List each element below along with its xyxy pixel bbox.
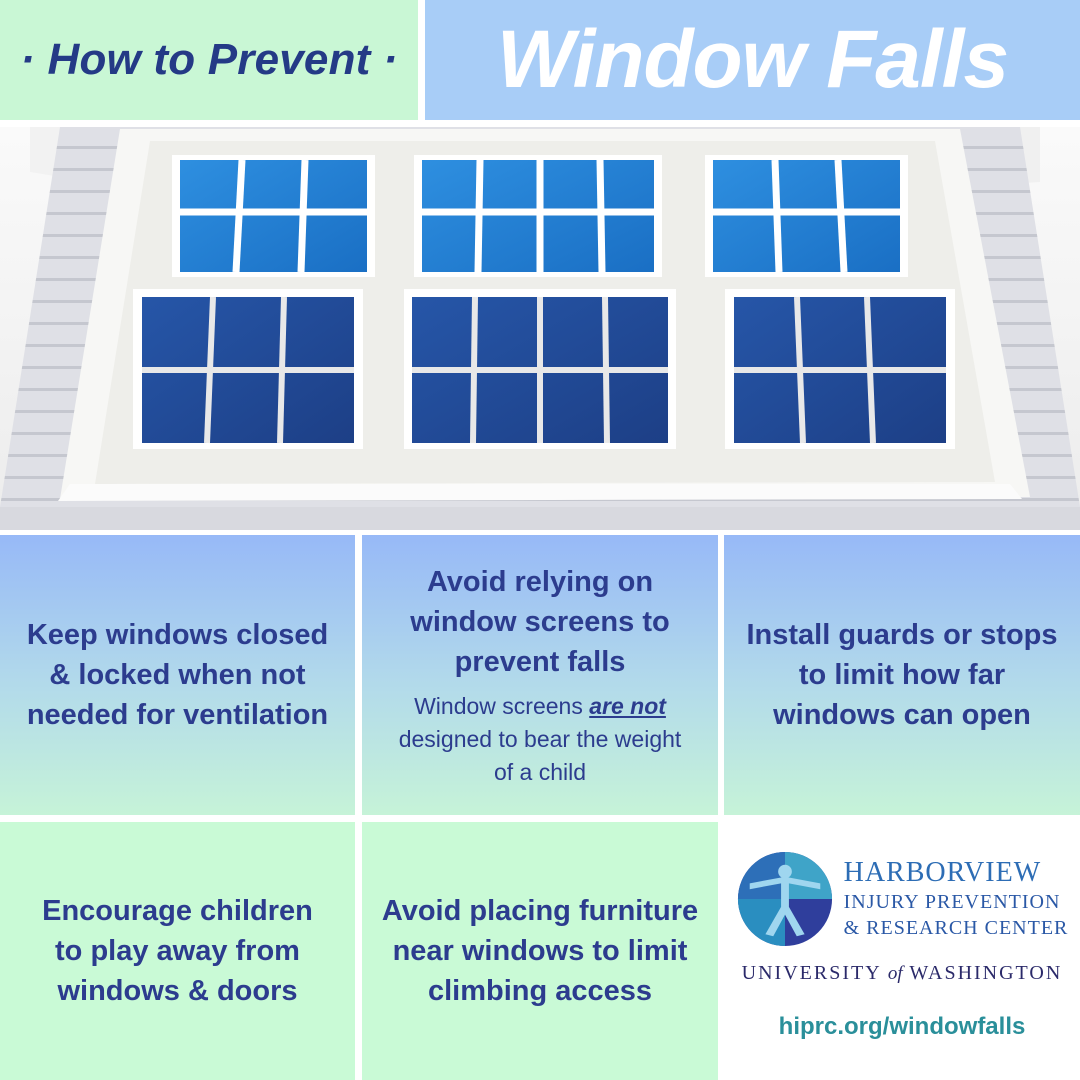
subtitle-how-to-prevent: · How to Prevent ·	[20, 35, 398, 84]
header-right-banner	[425, 0, 1080, 120]
title-window-falls: Window Falls	[496, 14, 1009, 105]
uw-text-a: UNIVERSITY	[741, 961, 888, 984]
window-illustration	[0, 127, 1080, 530]
tip-install-guards	[724, 535, 1080, 815]
window-photo	[0, 127, 1080, 530]
tip-text: Encourage children to play away from windows & doors	[42, 895, 313, 1007]
uw-text-of: of	[887, 962, 903, 984]
tip-text: Install guards or stops to limit how far windows can open	[746, 619, 1058, 731]
hiprc-emblem-icon	[736, 850, 834, 948]
logo-line-3: & RESEARCH CENTER	[843, 916, 1069, 939]
tip-avoid-furniture	[362, 822, 718, 1080]
hiprc-wordmark	[844, 857, 1069, 941]
tip-text: Keep windows closed & locked when not needed for ventilation	[26, 619, 329, 731]
tip-subtext	[362, 690, 718, 789]
header-left-banner	[0, 0, 418, 120]
website-link[interactable]: hiprc.org/windowfalls	[778, 1012, 1026, 1040]
logo-line-2: INJURY PREVENTION	[843, 890, 1061, 913]
uw-text-b: WASHINGTON	[902, 961, 1063, 984]
tip-subtext-emphasis: are not	[589, 692, 666, 719]
hiprc-logo	[736, 850, 1069, 948]
tip-text: Avoid placing furniture near windows to limit climbing access	[381, 895, 699, 1007]
tip-encourage-play-away	[0, 822, 355, 1080]
logo-line-1: HARBORVIEW	[843, 856, 1042, 888]
tip-text: Avoid relying on window screens to prevent falls	[410, 565, 670, 678]
university-wordmark	[742, 962, 1063, 985]
tip-subtext-start: Window screens	[414, 692, 590, 719]
tip-keep-windows-closed	[0, 535, 355, 815]
tip-subtext-end: designed to bear the weight of a child	[398, 725, 682, 785]
window-middle	[404, 155, 676, 449]
logo-tile	[724, 822, 1080, 1080]
tip-avoid-relying-on-screens	[362, 535, 718, 815]
